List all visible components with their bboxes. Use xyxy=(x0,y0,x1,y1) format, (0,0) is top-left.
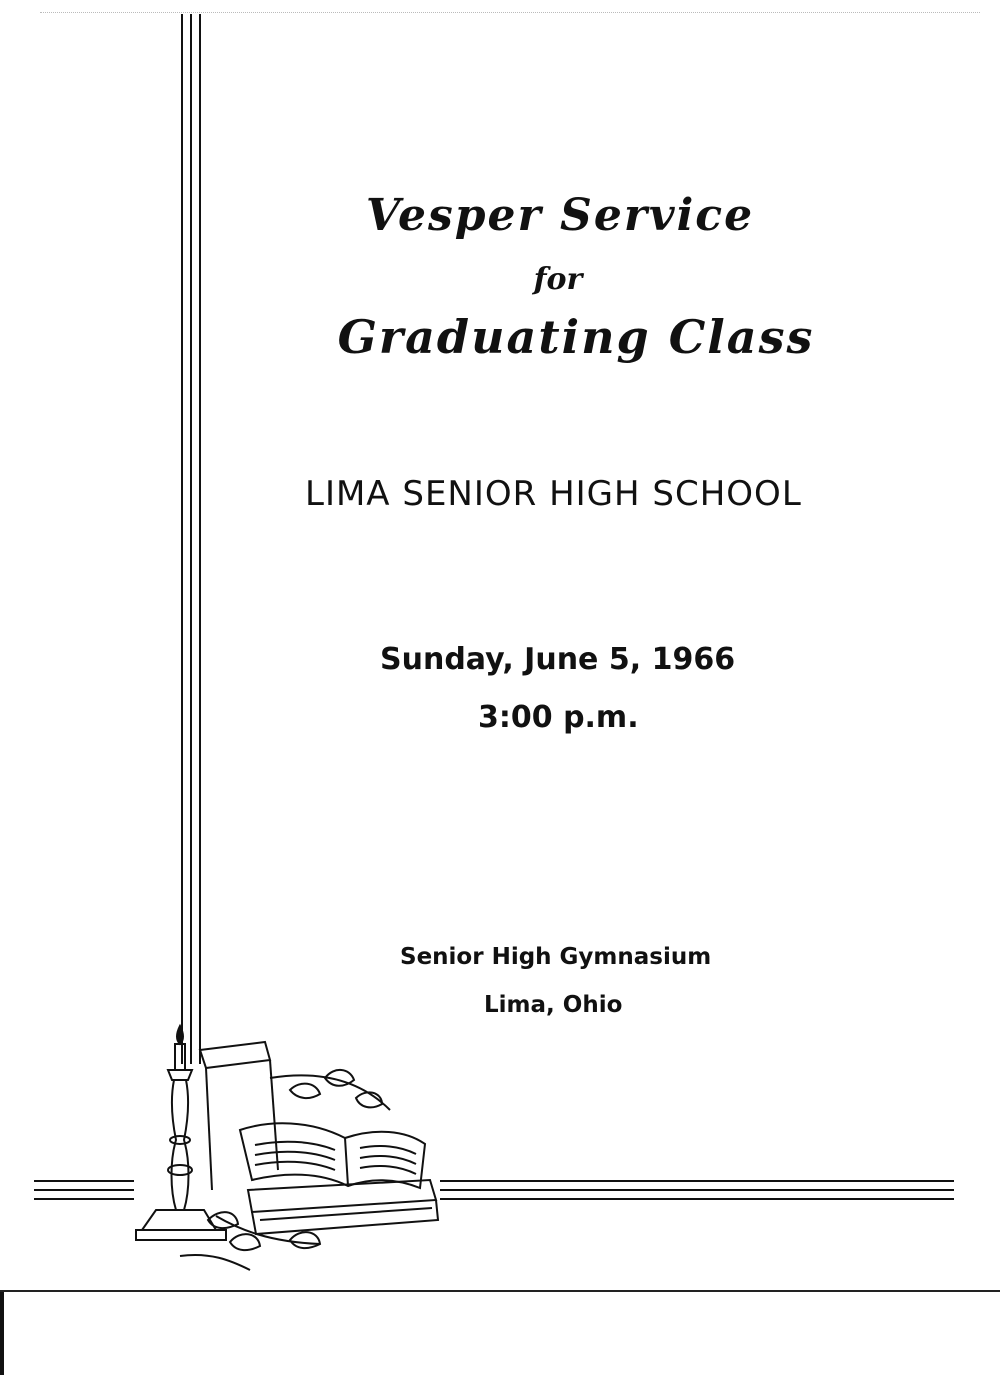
event-time: 3:00 p.m. xyxy=(478,700,639,735)
horizontal-rule xyxy=(34,1189,134,1191)
candle-and-books-icon xyxy=(120,1020,450,1280)
horizontal-rule xyxy=(440,1189,954,1191)
vertical-rule xyxy=(181,14,183,1064)
scan-artifact-top xyxy=(40,12,980,13)
vertical-rule xyxy=(199,14,201,1064)
event-venue: Senior High Gymnasium xyxy=(400,944,712,970)
horizontal-rule xyxy=(440,1180,954,1182)
horizontal-rule xyxy=(34,1198,134,1200)
scan-artifact-edge xyxy=(0,1292,4,1375)
horizontal-rule xyxy=(34,1180,134,1182)
vertical-rule xyxy=(190,14,192,1064)
scan-artifact-bottom xyxy=(0,1290,1000,1292)
title-line-1: Vesper Service xyxy=(365,190,755,241)
event-date: Sunday, June 5, 1966 xyxy=(380,642,736,677)
horizontal-rule xyxy=(440,1198,954,1200)
title-line-3: Graduating Class xyxy=(337,310,815,364)
school-name: LIMA SENIOR HIGH SCHOOL xyxy=(305,474,802,514)
event-city: Lima, Ohio xyxy=(484,992,623,1018)
title-line-2: for xyxy=(533,262,583,297)
